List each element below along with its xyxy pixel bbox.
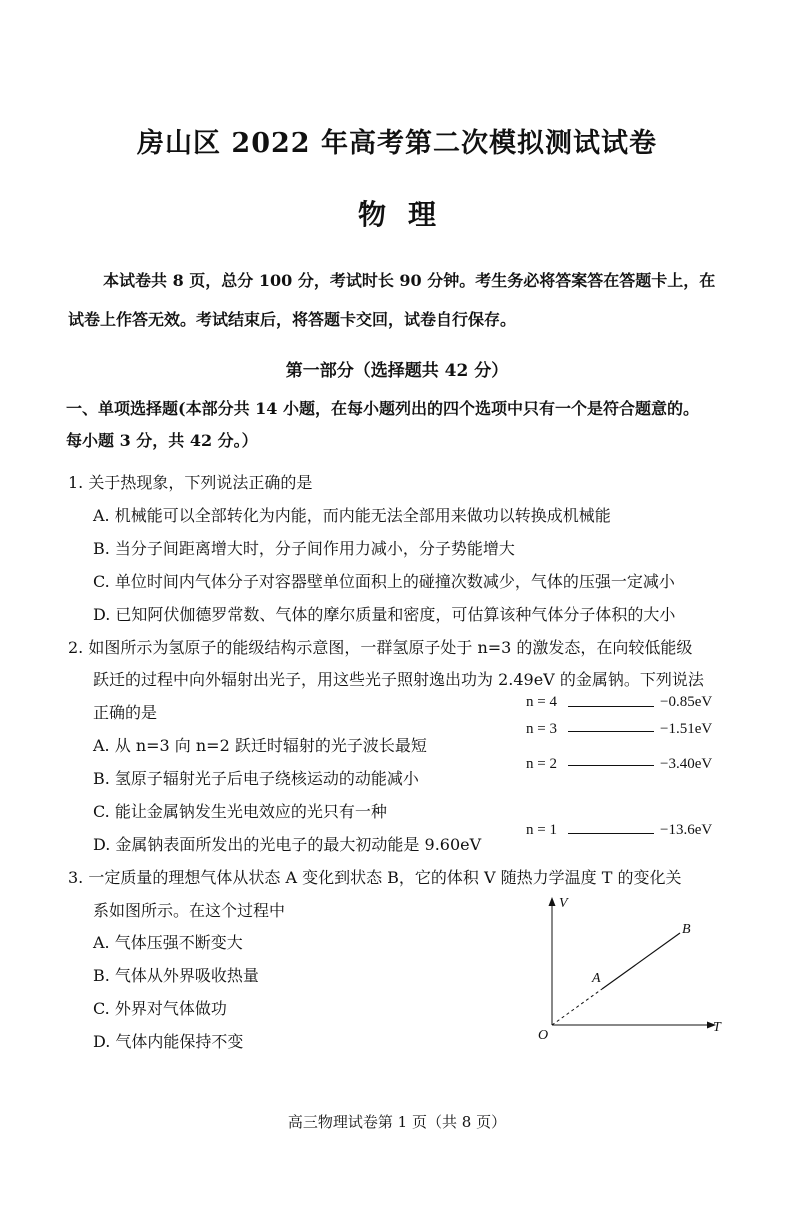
level-n3-energy: −1.51eV xyxy=(660,721,713,737)
exam-title: 房山区 2022 年高考第二次模拟测试试卷 xyxy=(137,128,657,159)
extension-dashed-line xyxy=(552,989,602,1025)
level-n2-line xyxy=(568,765,654,766)
question-1-option-b: B. 当分子间距离增大时，分子间作用力减小，分子势能增大 xyxy=(93,539,515,558)
question-3-option-c: C. 外界对气体做功 xyxy=(93,999,227,1018)
question-3-option-a: A. 气体压强不断变大 xyxy=(93,933,243,952)
notice-line-2: 试卷上作答无效。考试结束后，将答题卡交回，试卷自行保存。 xyxy=(68,310,517,329)
point-b-label: B xyxy=(682,922,691,937)
process-line-ab xyxy=(602,933,680,989)
v-axis-arrow xyxy=(549,897,556,906)
vt-graph xyxy=(530,893,730,1048)
section-intro-line-2: 每小题 3 分，共 42 分。） xyxy=(66,431,258,450)
question-3-option-d: D. 气体内能保持不变 xyxy=(93,1032,244,1051)
question-2-stem-line-3: 正确的是 xyxy=(93,703,158,722)
question-3-stem-line-2: 系如图所示。在这个过程中 xyxy=(93,901,286,920)
question-3-stem-line-1: 3. 一定质量的理想气体从状态 A 变化到状态 B，它的体积 V 随热力学温度 T 的变化关 xyxy=(68,868,682,887)
question-1-stem: 1. 关于热现象，下列说法正确的是 xyxy=(68,473,313,492)
page-footer: 高三物理试卷第 1 页（共 8 页） xyxy=(287,1113,507,1131)
level-n4-label: n = 4 xyxy=(526,694,557,710)
section-title: 第一部分（选择题共 42 分） xyxy=(285,361,509,381)
point-a-label: A xyxy=(592,971,601,986)
notice-line-1: 本试卷共 8 页，总分 100 分，考试时长 90 分钟。考生务必将答案答在答题卡上，在 xyxy=(103,271,716,290)
t-axis-label: T xyxy=(713,1020,721,1035)
level-n4-energy: −0.85eV xyxy=(660,694,713,710)
question-1-option-d: D. 已知阿伏伽德罗常数、气体的摩尔质量和密度，可估算该种气体分子体积的大小 xyxy=(93,605,676,624)
question-2-stem-line-2: 跃迁的过程中向外辐射出光子，用这些光子照射逸出功为 2.49eV 的金属钠。下列说法 xyxy=(93,670,704,689)
question-2-option-d: D. 金属钠表面所发出的光电子的最大初动能是 9.60eV xyxy=(93,835,482,854)
level-n1-line xyxy=(568,833,654,834)
level-n3-label: n = 3 xyxy=(526,721,557,737)
v-axis-label: V xyxy=(559,896,568,911)
question-2-option-c: C. 能让金属钠发生光电效应的光只有一种 xyxy=(93,802,387,821)
question-3-option-b: B. 气体从外界吸收热量 xyxy=(93,966,259,985)
level-n3-line xyxy=(568,731,654,732)
origin-label: O xyxy=(538,1028,549,1043)
question-2-option-b: B. 氢原子辐射光子后电子绕核运动的动能减小 xyxy=(93,769,419,788)
level-n1-energy: −13.6eV xyxy=(660,822,713,838)
level-n1-label: n = 1 xyxy=(526,822,557,838)
question-1-option-c: C. 单位时间内气体分子对容器壁单位面积上的碰撞次数减少，气体的压强一定减小 xyxy=(93,572,675,591)
question-2-option-a: A. 从 n=3 向 n=2 跃迁时辐射的光子波长最短 xyxy=(93,736,427,755)
subject-title: 物理 xyxy=(357,198,458,231)
question-1-option-a: A. 机械能可以全部转化为内能，而内能无法全部用来做功以转换成机械能 xyxy=(93,506,611,525)
level-n2-label: n = 2 xyxy=(526,756,557,772)
level-n4-line xyxy=(568,706,654,707)
section-intro-line-1: 一、单项选择题(本部分共 14 小题，在每小题列出的四个选项中只有一个是符合题意的。 xyxy=(66,399,699,418)
question-2-stem-line-1: 2. 如图所示为氢原子的能级结构示意图，一群氢原子处于 n=3 的激发态，在向较低能级 xyxy=(68,638,693,657)
level-n2-energy: −3.40eV xyxy=(660,756,713,772)
